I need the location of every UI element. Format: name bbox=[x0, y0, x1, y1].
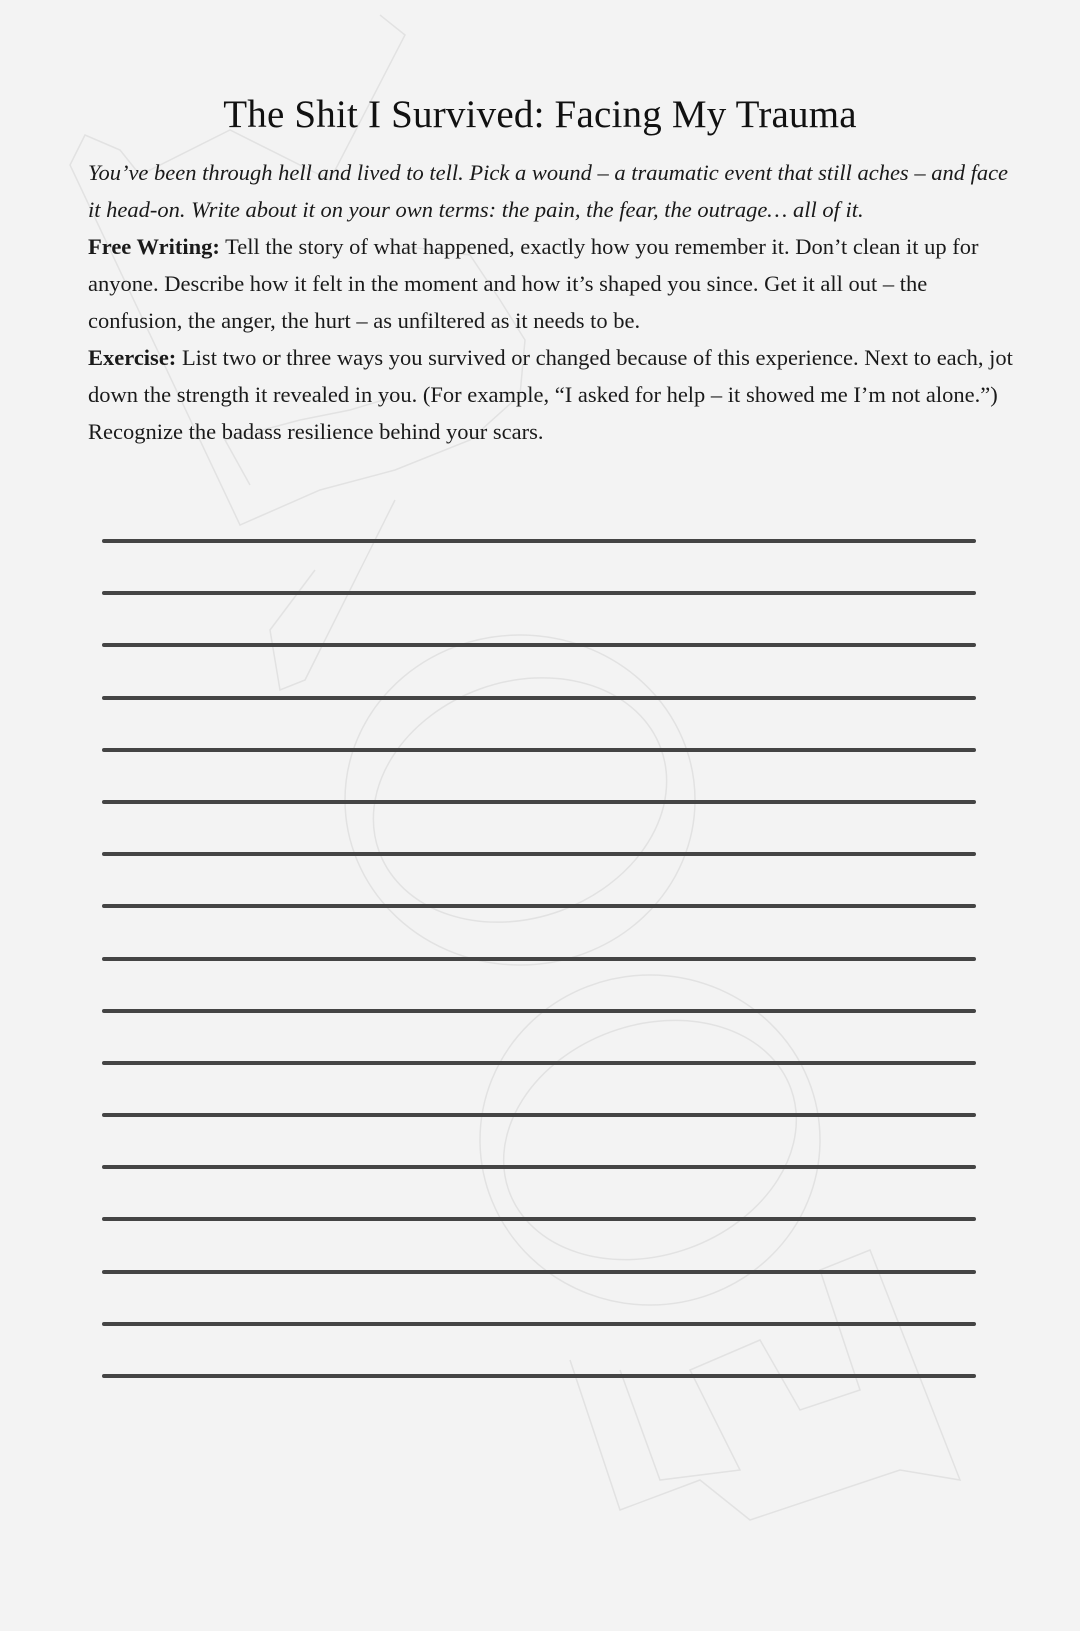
writing-lines bbox=[102, 539, 976, 1426]
writing-line bbox=[102, 904, 976, 908]
exercise-label: Exercise: bbox=[88, 345, 177, 370]
writing-line bbox=[102, 1217, 976, 1221]
writing-line bbox=[102, 1165, 976, 1169]
exercise-text: List two or three ways you survived or changed because of this experience. Next to each, jot down the strength it revealed in you. (For example, “I asked for help – it showed me I’m not alone.”) Recognize the badass resilience behind your scars. bbox=[88, 345, 1013, 444]
intro-paragraph: You’ve been through hell and lived to tell. Pick a wound – a traumatic event that still aches – and face it head-on. Write about it on your own terms: the pain, the fear, the outrage… all of it. bbox=[88, 160, 1009, 222]
writing-line bbox=[102, 957, 976, 961]
writing-line bbox=[102, 800, 976, 804]
writing-line bbox=[102, 696, 976, 700]
writing-line bbox=[102, 748, 976, 752]
writing-line bbox=[102, 643, 976, 647]
free-writing-label: Free Writing: bbox=[88, 234, 220, 259]
free-writing-paragraph bbox=[88, 228, 1018, 339]
page-title: The Shit I Survived: Facing My Trauma bbox=[223, 93, 857, 136]
writing-line bbox=[102, 1061, 976, 1065]
writing-line bbox=[102, 591, 976, 595]
free-writing-text: Tell the story of what happened, exactly how you remember it. Don’t clean it up for anyone. Describe how it felt in the moment and how it’s shaped you since. Get it all out – the confusion, the anger, the hurt – as unfiltered as it needs to be. bbox=[88, 234, 979, 333]
worksheet-instructions bbox=[88, 154, 1018, 450]
writing-line bbox=[102, 1009, 976, 1013]
writing-line bbox=[102, 1322, 976, 1326]
writing-line bbox=[102, 852, 976, 856]
writing-line bbox=[102, 1270, 976, 1274]
writing-line bbox=[102, 539, 976, 543]
writing-line bbox=[102, 1374, 976, 1378]
exercise-paragraph bbox=[88, 339, 1018, 450]
writing-line bbox=[102, 1113, 976, 1117]
